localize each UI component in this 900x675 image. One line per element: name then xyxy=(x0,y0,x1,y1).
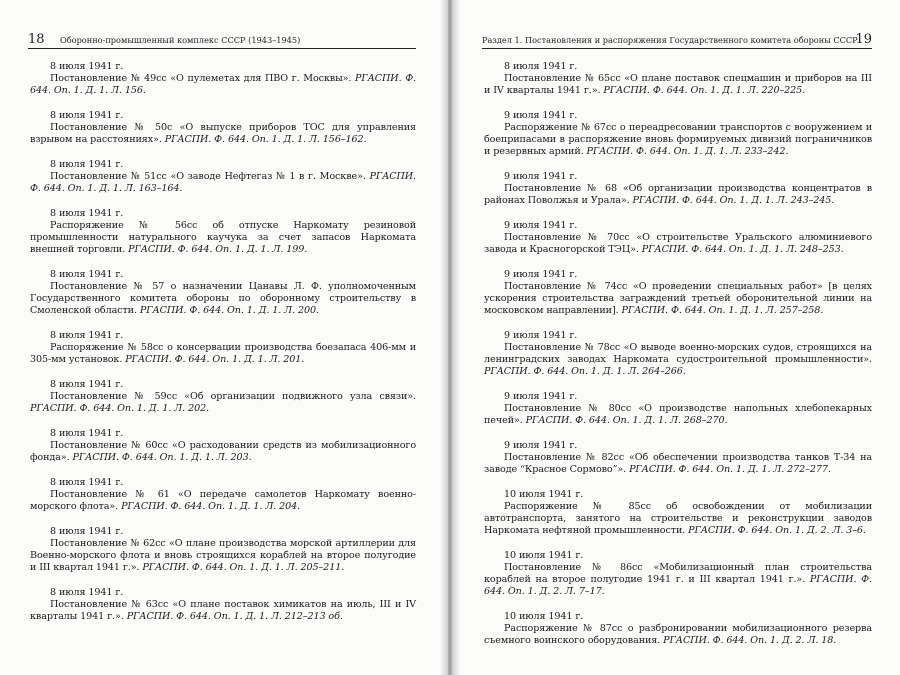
entry-description: Постановление № 49сс «О пулеметах для ПВО г. Москвы». xyxy=(50,73,352,84)
running-head-left: Оборонно-промышленный комплекс СССР (1943–1945) xyxy=(60,35,301,45)
document-entry xyxy=(484,611,872,647)
entry-text xyxy=(30,73,416,97)
entry-text xyxy=(484,122,872,158)
entry-text xyxy=(484,73,872,97)
entry-archive-reference: РГАСПИ. Ф. 644. Оп. 1. Д. 1. Л. 233–242. xyxy=(586,146,789,157)
document-entry xyxy=(484,440,872,476)
entry-archive-reference: РГАСПИ. Ф. 644. Оп. 1. Д. 1. Л. 156–162. xyxy=(164,134,367,145)
entry-date: 8 июля 1941 г. xyxy=(50,110,124,121)
document-entry xyxy=(30,379,416,415)
entry-archive-reference: РГАСПИ. Ф. 644. Оп. 1. Д. 1. Л. 268–270. xyxy=(525,415,728,426)
entry-archive-reference: РГАСПИ. Ф. 644. Оп. 1. Д. 1. Л. 220–225. xyxy=(603,85,806,96)
entry-archive-reference: РГАСПИ. Ф. 644. Оп. 1. Д. 1. Л. 201. xyxy=(125,354,305,365)
entry-date: 8 июля 1941 г. xyxy=(504,61,578,72)
entry-date: 8 июля 1941 г. xyxy=(50,208,124,219)
entry-description: Распоряжение № 85сс об освобождении от мобилизации автотранспорта, занятого на строительстве и реконструкции заводов Наркомата нефтяной промышленности. xyxy=(484,501,872,536)
entry-archive-reference: РГАСПИ. Ф. 644. Оп. 1. Д. 1. Л. 199. xyxy=(128,244,308,255)
document-entry xyxy=(30,587,416,623)
document-entry xyxy=(30,526,416,574)
left-page-header xyxy=(28,30,416,49)
entry-archive-reference: РГАСПИ. Ф. 644. Оп. 1. Д. 2. Л. 3–6. xyxy=(688,525,866,536)
entry-date: 8 июля 1941 г. xyxy=(50,330,124,341)
page-number-left: 18 xyxy=(28,32,45,47)
entry-description: Распоряжение № 56сс об отпуске Наркомату резиновой промышленности натурального каучука за счет запасов Наркомата внешней торговли. xyxy=(30,220,416,255)
entry-text xyxy=(484,501,872,537)
right-page xyxy=(452,0,900,675)
entry-description: Постановление № 60сс «О расходовании средств из мобилизационного фонда». xyxy=(30,440,416,463)
entry-description: Постановление № 63сс «О плане поставок химикатов на июль, III и IV кварталы 1941 г.». xyxy=(30,599,416,622)
document-entry xyxy=(484,391,872,427)
entry-archive-reference: РГАСПИ. Ф. 644. Оп. 1. Д. 1. Л. 248–253. xyxy=(641,244,844,255)
document-entry xyxy=(30,110,416,146)
entry-description: Постановление № 82сс «Об обеспечении производства танков Т-34 на заводе “Красное Сормово”». xyxy=(484,452,872,475)
document-entry xyxy=(484,171,872,207)
entry-date: 9 июля 1941 г. xyxy=(504,171,578,182)
entry-archive-reference: РГАСПИ. Ф. 644. Оп. 1. Д. 2. Л. 18. xyxy=(663,635,837,646)
entry-description: Распоряжение № 67сс о переадресовании транспортов с вооружением и боеприпасами в распоряжение вновь формируемых дивизий пограничников и резервных армий. xyxy=(484,122,872,157)
entry-description: Постановление № 57 о назначении Цанавы Л. Ф. уполномоченным Государственного комитета обороны по оборонному строительству в Смоленской области. xyxy=(30,281,416,316)
entry-text xyxy=(30,342,416,366)
entry-date: 8 июля 1941 г. xyxy=(50,477,124,488)
document-entry xyxy=(30,159,416,195)
entry-date: 8 июля 1941 г. xyxy=(50,428,124,439)
entry-text xyxy=(484,281,872,317)
entry-text xyxy=(30,122,416,146)
entry-date: 10 июля 1941 г. xyxy=(504,611,584,622)
entry-description: Постановление № 59сс «Об организации подвижного узла связи». xyxy=(50,391,416,402)
document-entry xyxy=(30,477,416,513)
entry-date: 9 июля 1941 г. xyxy=(504,440,578,451)
entry-description: Распоряжение № 87сс о разбронировании мобилизационного резерва съемного воинского оборудования. xyxy=(484,623,872,646)
entry-description: Постановление № 65сс «О плане поставок спецмашин и приборов на III и IV кварталы 1941 г.». xyxy=(484,73,872,96)
entry-archive-reference: РГАСПИ. Ф. 644. Оп. 1. Д. 1. Л. 202. xyxy=(30,403,210,414)
entry-text xyxy=(484,183,872,207)
document-entry xyxy=(484,61,872,97)
entry-archive-reference: РГАСПИ. Ф. 644. Оп. 1. Д. 1. Л. 212–213 об. xyxy=(126,611,343,622)
left-page-body xyxy=(30,61,416,636)
entry-text xyxy=(484,232,872,256)
entry-archive-reference: РГАСПИ. Ф. 644. Оп. 1. Д. 1. Л. 257–258. xyxy=(621,305,824,316)
entry-description: Постановление № 74сс «О проведении специальных работ» [в целях ускорения строительства заграждений третьей оборонительной линии на московском направлении]. xyxy=(484,281,872,316)
entry-text xyxy=(30,599,416,623)
entry-text xyxy=(30,440,416,464)
entry-date: 9 июля 1941 г. xyxy=(504,330,578,341)
right-page-header xyxy=(482,30,872,49)
document-entry xyxy=(30,330,416,366)
entry-date: 8 июля 1941 г. xyxy=(50,379,124,390)
page-number-right: 19 xyxy=(855,32,872,47)
entry-archive-reference: РГАСПИ. Ф. 644. Оп. 1. Д. 1. Л. 205–211. xyxy=(142,562,345,573)
entry-archive-reference: РГАСПИ. Ф. 644. Оп. 1. Д. 1. Л. 272–277. xyxy=(629,464,831,475)
entry-description: Постановление № 78сс «О выводе военно-морских судов, строящихся на ленинградских заводах Наркомата судостроительной промышленности». xyxy=(484,342,872,365)
entry-description: Распоряжение № 58сс о консервации производства боезапаса 406-мм и 305-мм установок. xyxy=(30,342,416,365)
entry-text xyxy=(484,623,872,647)
entry-date: 9 июля 1941 г. xyxy=(504,110,578,121)
entry-date: 8 июля 1941 г. xyxy=(50,159,124,170)
book-gutter xyxy=(440,0,460,675)
entry-text xyxy=(30,391,416,415)
entry-description: Постановление № 51сс «О заводе Нефтегаз № 1 в г. Москве». xyxy=(50,171,366,182)
entry-archive-reference: РГАСПИ. Ф. 644. Оп. 1. Д. 1. Л. 243–245. xyxy=(632,195,835,206)
document-entry xyxy=(484,269,872,317)
entry-description: Постановление № 62сс «О плане производства морской артиллерии для Военно-морского флота и вновь строящихся кораблей на второе полугодие и III квартал 1941 г.». xyxy=(30,538,416,573)
document-entry xyxy=(484,489,872,537)
document-entry xyxy=(484,220,872,256)
entry-description: Постановление № 61 «О передаче самолетов Наркомату военно-морского флота». xyxy=(30,489,416,512)
entry-date: 8 июля 1941 г. xyxy=(50,269,124,280)
document-entry xyxy=(30,208,416,256)
document-entry xyxy=(30,61,416,97)
entry-text xyxy=(484,562,872,598)
document-entry xyxy=(30,428,416,464)
entry-text xyxy=(484,403,872,427)
entry-archive-reference: РГАСПИ. Ф. 644. Оп. 1. Д. 1. Л. 204. xyxy=(121,501,301,512)
entry-archive-reference: РГАСПИ. Ф. 644. Оп. 1. Д. 1. Л. 203. xyxy=(72,452,252,463)
entry-text xyxy=(30,171,416,195)
entry-archive-reference: РГАСПИ. Ф. 644. Оп. 1. Д. 2. Л. 7–17. xyxy=(484,574,872,597)
entry-date: 9 июля 1941 г. xyxy=(504,269,578,280)
right-page-body xyxy=(484,61,872,660)
entry-date: 8 июля 1941 г. xyxy=(50,526,124,537)
entry-date: 8 июля 1941 г. xyxy=(50,587,124,598)
entry-description: Постановление № 80сс «О производстве напольных хлебопекарных печей». xyxy=(484,403,872,426)
entry-text xyxy=(484,452,872,476)
document-entry xyxy=(484,330,872,378)
entry-date: 8 июля 1941 г. xyxy=(50,61,124,72)
entry-text xyxy=(30,220,416,256)
entry-archive-reference: РГАСПИ. Ф. 644. Оп. 1. Д. 1. Л. 264–266. xyxy=(484,366,686,377)
entry-date: 9 июля 1941 г. xyxy=(504,391,578,402)
entry-archive-reference: РГАСПИ. Ф. 644. Оп. 1. Д. 1. Л. 200. xyxy=(139,305,319,316)
entry-text xyxy=(30,538,416,574)
document-entry xyxy=(484,110,872,158)
document-entry xyxy=(484,550,872,598)
entry-date: 10 июля 1941 г. xyxy=(504,489,584,500)
entry-description: Постановление № 70сс «О строительстве Уральского алюминиевого завода и Красногорской ТЭЦ». xyxy=(484,232,872,255)
entry-text xyxy=(30,489,416,513)
entry-description: Постановление № 68 «Об организации производства концентратов в районах Поволжья и Урала». xyxy=(484,183,872,206)
entry-archive-reference: РГАСПИ. Ф. 644. Оп. 1. Д. 1. Л. 156. xyxy=(30,73,417,96)
entry-text xyxy=(484,342,872,378)
running-head-right: Раздел 1. Постановления и распоряжения Государственного комитета обороны СССР xyxy=(482,35,858,45)
entry-date: 9 июля 1941 г. xyxy=(504,220,578,231)
entry-archive-reference: РГАСПИ. Ф. 644. Оп. 1. Д. 1. Л. 163–164. xyxy=(30,171,416,194)
entry-description: Постановление № 86сс «Мобилизационный план строительства кораблей на второе полугодие 1941 г. и III квартал 1941 г.». xyxy=(484,562,872,585)
left-page xyxy=(0,0,448,675)
entry-date: 10 июля 1941 г. xyxy=(504,550,584,561)
entry-description: Постановление № 50с «О выпуске приборов ТОС для управления взрывом на расстояниях». xyxy=(30,122,416,145)
entry-text xyxy=(30,281,416,317)
document-entry xyxy=(30,269,416,317)
